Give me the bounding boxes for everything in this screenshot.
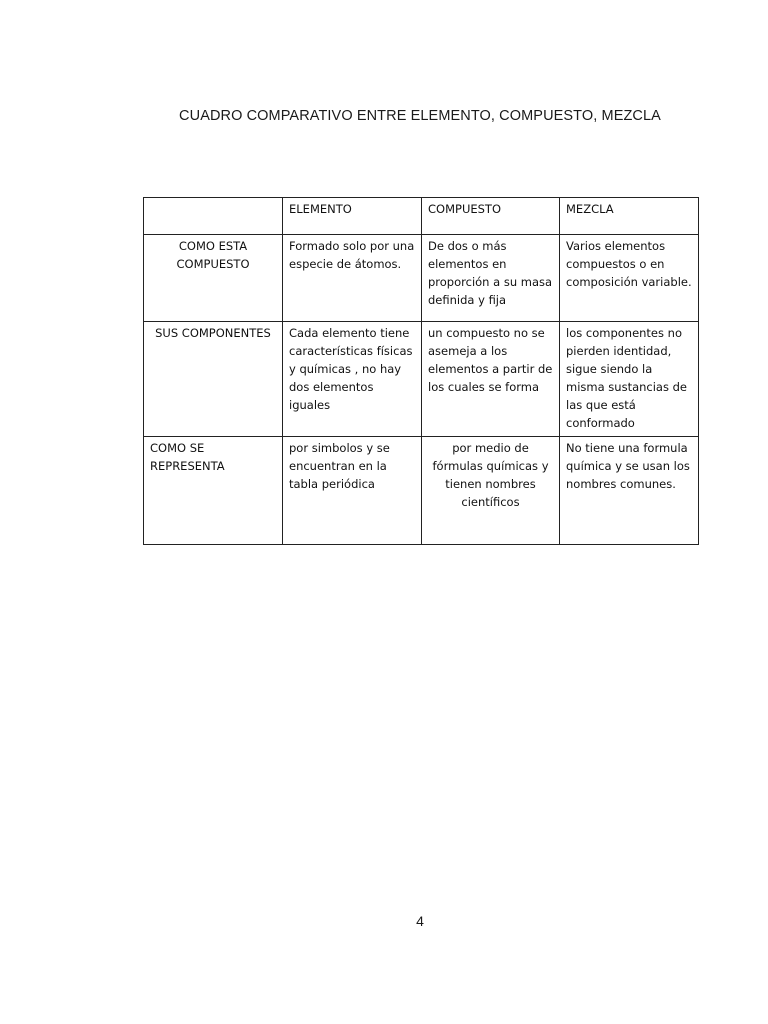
row-label-cell: SUS COMPONENTES [144,322,283,437]
table-row [144,437,699,545]
table-cell: Cada elemento tiene características físicas y químicas , no hay dos elementos iguales [283,322,422,437]
table-header-cell-compuesto: COMPUESTO [422,198,560,235]
table-cell: por medio de fórmulas químicas y tienen nombres científicos [422,437,560,545]
page-number: 4 [416,913,424,929]
row-label-cell: COMO ESTA COMPUESTO [144,235,283,322]
table-cell: De dos o más elementos en proporción a su masa definida y fija [422,235,560,322]
table-row [144,322,699,437]
table-cell: los componentes no pierden identidad, sigue siendo la misma sustancias de las que está conformado [560,322,699,437]
table-header-cell-elemento: ELEMENTO [283,198,422,235]
table-header-cell-mezcla: MEZCLA [560,198,699,235]
comparison-table [143,197,699,545]
table-cell: Formado solo por una especie de átomos. [283,235,422,322]
table-header-cell-empty [144,198,283,235]
table-cell: No tiene una formula química y se usan los nombres comunes. [560,437,699,545]
table-cell: un compuesto no se asemeja a los elementos a partir de los cuales se forma [422,322,560,437]
table-cell: Varios elementos compuestos o en composición variable. [560,235,699,322]
row-label-cell: COMO SE REPRESENTA [144,437,283,545]
table-header-row [144,198,699,235]
table-row [144,235,699,322]
table-cell: por simbolos y se encuentran en la tabla periódica [283,437,422,545]
page-title: CUADRO COMPARATIVO ENTRE ELEMENTO, COMPUESTO, MEZCLA [179,108,661,124]
